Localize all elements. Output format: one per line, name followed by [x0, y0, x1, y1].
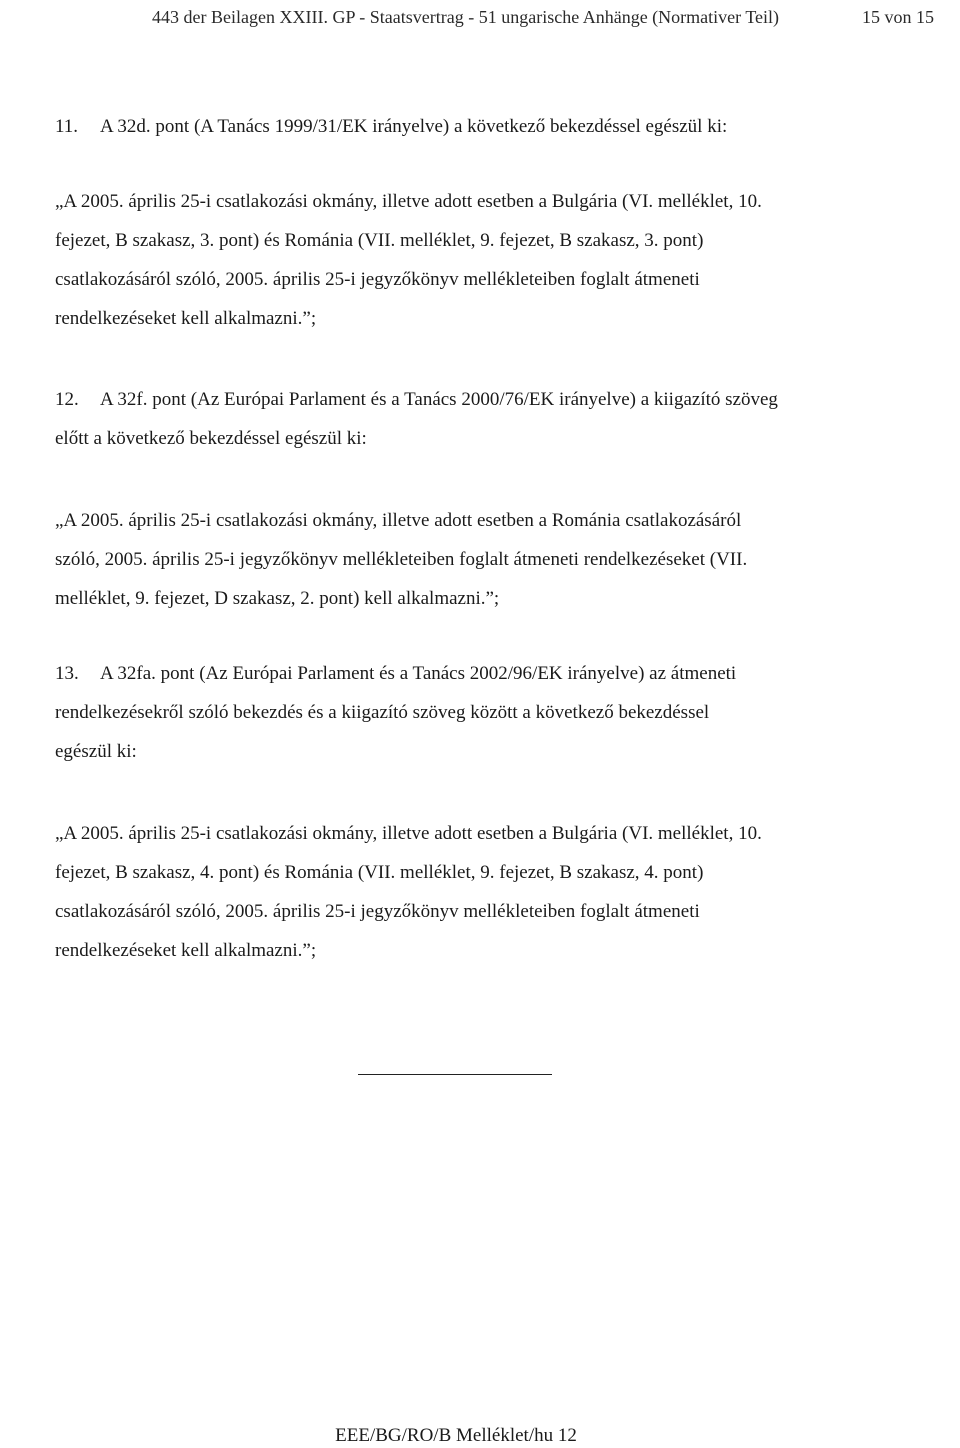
section-number: 11.: [55, 116, 79, 137]
quote-line: „A 2005. április 25-i csatlakozási okmány, illetve adott esetben a Románia csatlakozásáról: [55, 510, 742, 531]
page-header: [0, 0, 960, 40]
document-reference: EEE/BG/RO/B Melléklet/hu 12: [335, 1425, 577, 1446]
quote-line: melléklet, 9. fejezet, D szakasz, 2. pont) kell alkalmazni.”;: [55, 588, 500, 609]
section-number: 12.: [55, 389, 79, 410]
quoted-paragraph: [55, 182, 915, 338]
quote-line: szóló, 2005. április 25-i jegyzőkönyv mellékleteiben foglalt átmeneti rendelkezéseket (VII.: [55, 549, 748, 570]
quoted-paragraph: [55, 814, 915, 970]
section-heading: [55, 107, 915, 146]
quote-line: „A 2005. április 25-i csatlakozási okmány, illetve adott esetben a Bulgária (VI. melléklet, 10.: [55, 823, 762, 844]
section-heading-text: A 32f. pont (Az Európai Parlament és a Tanács 2000/76/EK irányelve) a kiigazító szöveg: [100, 389, 778, 410]
quote-line: rendelkezéseket kell alkalmazni.”;: [55, 308, 317, 329]
section-12: [55, 380, 915, 618]
quote-line: csatlakozásáról szóló, 2005. április 25-i jegyzőkönyv mellékleteiben foglalt átmeneti: [55, 901, 700, 922]
page-footer: [0, 1424, 960, 1448]
quote-line: fejezet, B szakasz, 4. pont) és Románia (VII. melléklet, 9. fejezet, B szakasz, 4. pont): [55, 862, 704, 883]
section-heading-continuation: egészül ki:: [55, 741, 137, 762]
section-heading-continuation: rendelkezésekről szóló bekezdés és a kiigazító szöveg között a következő bekezdéssel: [55, 702, 710, 723]
section-heading-text: A 32fa. pont (Az Európai Parlament és a Tanács 2002/96/EK irányelve) az átmeneti: [100, 663, 737, 684]
section-number: 13.: [55, 663, 79, 684]
quote-line: rendelkezéseket kell alkalmazni.”;: [55, 940, 317, 961]
quote-line: fejezet, B szakasz, 3. pont) és Románia (VII. melléklet, 9. fejezet, B szakasz, 3. pont): [55, 230, 704, 251]
page-number: 15 von 15: [862, 7, 934, 27]
section-heading-text: A 32d. pont (A Tanács 1999/31/EK irányelve) a következő bekezdéssel egészül ki:: [100, 116, 728, 137]
section-heading: [55, 654, 915, 693]
document-title: 443 der Beilagen XXIII. GP - Staatsvertrag - 51 ungarische Anhänge (Normativer Teil): [152, 7, 780, 27]
end-divider-line: [358, 1074, 552, 1075]
section-13: [55, 654, 915, 970]
section-11: [55, 107, 915, 338]
quoted-paragraph: [55, 501, 915, 618]
quote-line: „A 2005. április 25-i csatlakozási okmány, illetve adott esetben a Bulgária (VI. melléklet, 10.: [55, 191, 762, 212]
quote-line: csatlakozásáról szóló, 2005. április 25-i jegyzőkönyv mellékleteiben foglalt átmeneti: [55, 269, 700, 290]
section-heading: [55, 380, 915, 419]
section-heading-continuation: előtt a következő bekezdéssel egészül ki:: [55, 428, 367, 449]
